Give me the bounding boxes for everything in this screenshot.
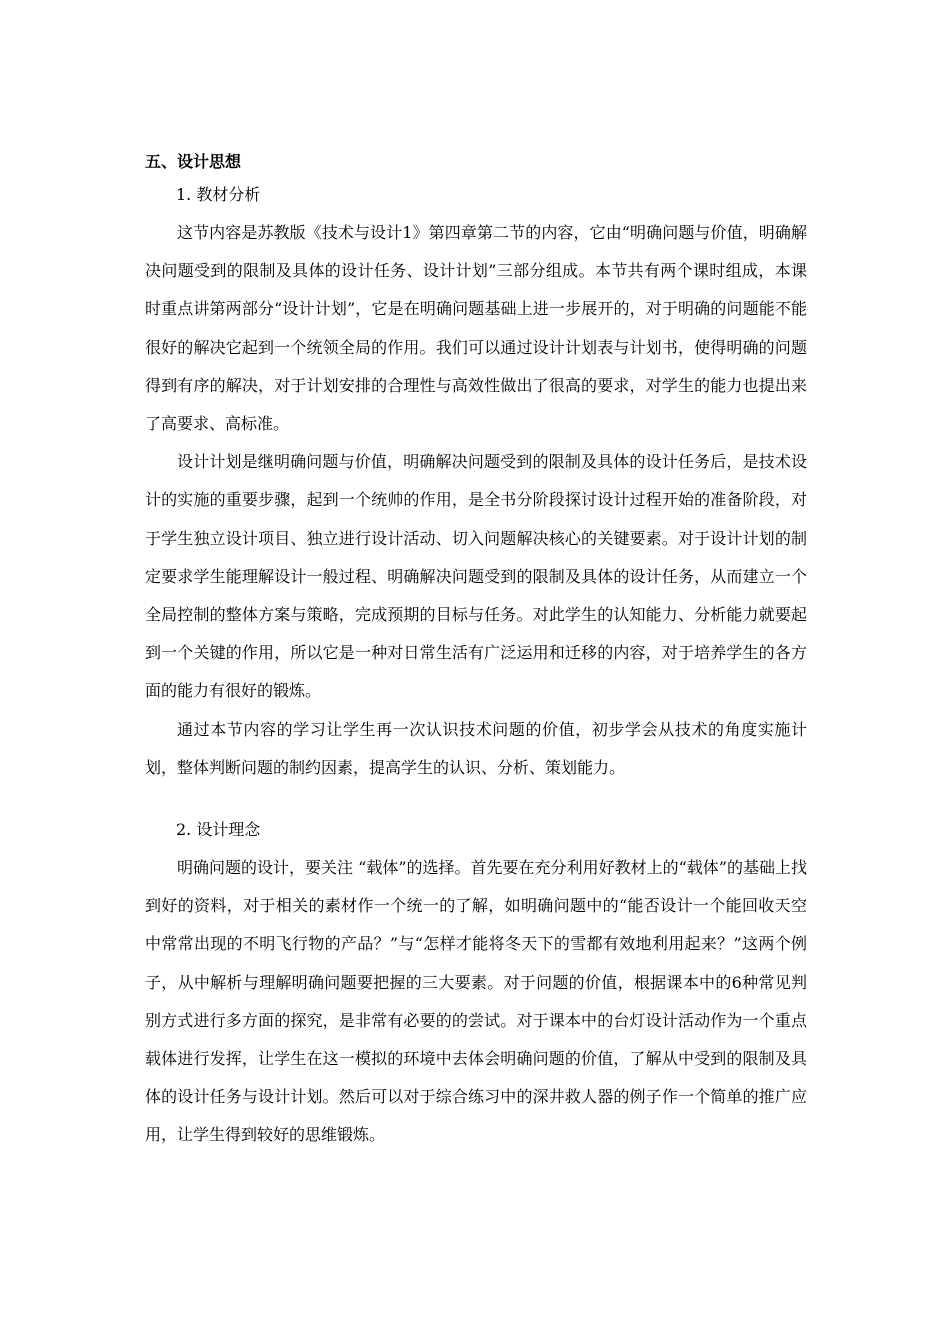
section-title: 五、设计思想 xyxy=(145,152,242,171)
document-body xyxy=(145,148,807,1155)
paragraph: 设计计划是继明确问题与价值，明确解决问题受到的限制及具体的设计任务后，是技术设计的实施的重要步骤，起到一个统帅的作用，是全书分阶段探讨设计过程开始的准备阶段，对于学生独立设计项目、独立进行设计活动、切入问题解决核心的关键要素。对于设计计划的制定要求学生能理解设计一般过程、明确解决问题受到的限制及具体的设计任务，从而建立一个全局控制的整体方案与策略，完成预期的目标与任务。对此学生的认知能力、分析能力就要起到一个关键的作用，所以它是一种对日常生活有广泛运用和迁移的内容，对于培养学生的各方面的能力有很好的锻炼。 xyxy=(145,452,807,701)
blank-line xyxy=(145,787,807,811)
subheading-design-concept: 2. 设计理念 xyxy=(176,820,261,840)
paragraph: 这节内容是苏教版《技术与设计1》第四章第二节的内容，它由“明确问题与价值，明确解决问题受到的限制及具体的设计任务、设计计划”三部分组成。本节共有两个课时组成，本课时重点讲第两部分“设计计划”，它是在明确问题基础上进一步展开的，对于明确的问题能不能很好的解决它起到一个统领全局的作用。我们可以通过设计计划表与计划书，使得明确的问题得到有序的解决，对于计划安排的合理性与高效性做出了很高的要求，对学生的能力也提出来了高要求、高标准。 xyxy=(145,223,807,434)
subheading-textbook-analysis: 1. 教材分析 xyxy=(176,185,261,204)
paragraph: 明确问题的设计，要关注 “载体”的选择。首先要在充分利用好教材上的“载体”的基础上找到好的资料，对于相关的素材作一个统一的了解，如明确问题中的“能否设计一个能回收天空中常常出现的不明飞行物的产品？”与“怎样才能将冬天下的雪都有效地利用起来？”这两个例子，从中解析与理解明确问题要把握的三大要素。对于问题的价值，根据课本中的6种常见判别方式进行多方面的探究，是非常有必要的的尝试。对于课本中的台灯设计活动作为一个重点载体进行发挥，让学生在这一模拟的环境中去体会明确问题的价值，了解从中受到的限制及具体的设计任务与设计计划。然后可以对于综合练习中的深井救人器的例子作一个简单的推广应用，让学生得到较好的思维锻炼。 xyxy=(145,858,807,1145)
paragraph: 通过本节内容的学习让学生再一次认识技术问题的价值，初步学会从技术的角度实施计划，整体判断问题的制约因素，提高学生的认识、分析、策划能力。 xyxy=(145,719,807,777)
